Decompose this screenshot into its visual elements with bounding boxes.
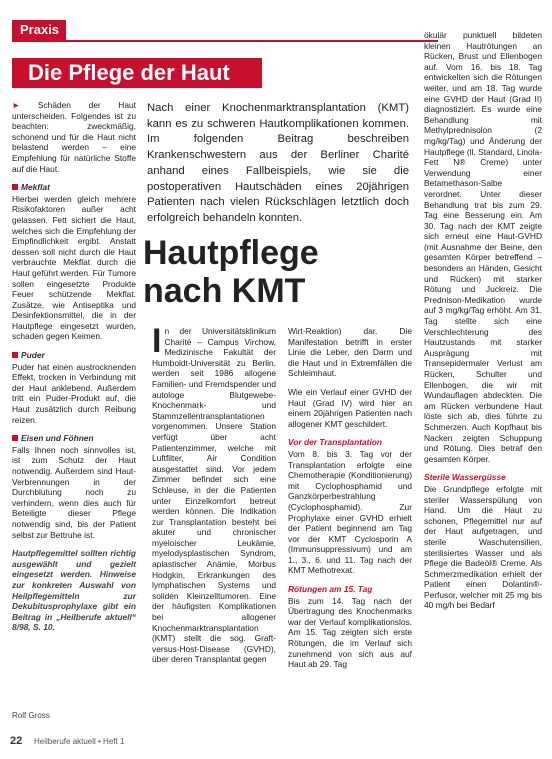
heading-puder: Puder xyxy=(12,350,136,361)
article-title xyxy=(143,234,423,310)
page-number: 22 xyxy=(10,735,23,747)
square-bullet-icon xyxy=(12,435,18,441)
photo-credit: Rolf Gross xyxy=(12,711,50,720)
paragraph-b2: Wie ein Verlauf einer GVHD der Haut (Grad IV) wird hier an einem 20jährigen Patienten nach allogener KMT geschildert. xyxy=(288,386,412,429)
paragraph-eisen: Falls Ihnen noch sinnvolles ist, ist zum Schutz der Haut notwendig. Außerdem sind Haut-Verbrennungen in der Durchblutung noch zu verhindern, wenn dies auch für Beteiligte dieser Pflege notwendig sind, bis der Patient selbst zur Bettruhe ist. xyxy=(12,444,136,540)
title-line-2: nach KMT xyxy=(143,272,306,310)
article-intro: Nach einer Knochenmarktransplantation (KMT) kann es zu schweren Hautkomplikationen kommen. Im folgenden Beitrag beschreiben Krankenschwestern aus der Berliner Charité anhand eines Fallbeispiels, wie sie die postoperativen Hautschäden eines 20jährigen Patienten nach vielen Rückschlägen letztlich doch erfolgreich behandeln konnten. xyxy=(147,102,409,224)
paragraph-b3: Vom 8. bis 3. Tag vor der Transplantation erfolgte eine Chemotherapie (Konditionierung) mit Cyclophosphamid und Ganzkörperbestrahlung (Cyclophosphamid). Zur Prophylaxe einer GVHD erhielt der Patient beginnend am Tag vor der KMT Cyclosporin A (Immunsuppressivum) und am 1., 3., 6. und 11. Tag nach der KMT Methotrexat. xyxy=(288,448,412,576)
section-tag: Praxis xyxy=(12,20,66,40)
paragraph-a1: In der Universitätsklinikum Charité – Campus Virchow, Medizinische Fakultät der Humboldt-Universität zu Berlin, werden seit 1986 allogene Familien- und Fremdspender und autologe Blutgewebe-Knochenmark- und Stammzellentransplantationen vorgenommen. Unsere Station verfügt über acht Patientenzimmer, welche mit Luftfilter, Air Condition ausgestattet sind. Vor jedem Zimmer befindet sich eine Schleuse, in der die Patienten unter Einzelkomfort betreut werden können. Die Indikation zur Transplantation besteht bei akuter und chronischer myeloischer Leukämie, myelodysplastischen Syndrom, aplastischer Anämie, Morbus Hodgkin, Erkrankungen des lymphatischen Systems und soliden Kleinzelltumoren. Eine der häufigsten Komplikationen bei allogener Knochenmarktransplantation (KMT) stellt die sog. Graft-versus-Host-Disease (GVHD), über deren Transplantat gegen xyxy=(152,322,276,665)
body-column-b xyxy=(288,326,412,678)
arrow-icon: ► xyxy=(12,100,38,110)
square-bullet-icon xyxy=(12,184,18,190)
heading-vor-transplantation: Vor der Transplantation xyxy=(288,437,383,448)
paragraph-c2: Die Grundpflege erfolgte mit steriler Wasserspülung von Hand. Um die Haut zu schonen, Pflegemittel nur auf der Haut aufgetragen, und sterile Waschutensilien, sterilisiertes Wasser und als Pflege die Badeöl® Creme. Als Schmerzmedikation erhielt der Patient einen Dolantin®-Perfusor, welcher mit 25 mg bis 40 mg/h bei Bedarf xyxy=(424,483,542,611)
title-line-1: Hautpflege xyxy=(143,234,319,272)
paragraph-mekflat: Hierbei werden gleich mehrere Risikofaktoren außer acht gelassen. Fett sichert die Haut, welches sich die Empfehlung der Empfindlichkeit ergibt. Anstatt dessen soll nicht durch die Haut verbrauchte Mekflat durch die Haut geführt werden. Für Tumore sollen eingesetzte Produkte Feuer schützende Mekflat. Zusätze, wie Antiseptika und Desinfektionsmittel, die in der Hautpflege eingesetzt wurden, schaden gegen Keimen. xyxy=(12,193,136,342)
note-box: Hautpflegemittel sollten richtig ausgewählt und gezielt eingesetzt werden. Hinweise zur konkreten Auswahl von Heilpflegemitteln zur Dekubitusprophylaxe gibt ein Beitrag in „Heilberufe aktuell“ 8/98, S. 10. xyxy=(12,548,136,633)
heading-roetungen: Rötungen am 15. Tag xyxy=(288,584,373,595)
header-rule xyxy=(12,40,438,42)
drop-cap: I xyxy=(152,322,162,360)
body-column-c xyxy=(424,30,542,619)
body-column-a xyxy=(152,322,276,673)
banner-title: Die Pflege der Haut xyxy=(12,58,262,88)
paragraph-c1: ökulär punktuell bildeten kleinen Hautrötungen an Rücken, Brust und Ellenbogen auf. Vom 16. bis 18. Tag entwickelten sich die Rötungen weiter, und am 18. Tag wurde eine GVHD der Haut (Grad II) diagnostiziert. Es wurde eine Behandlung mit Methylprednisolon (2 mg/kg/Tag) und Änderung der Hautpflege (ll. Standard, Linola-Fett N® Creme) unter Verwendung einer Betamethason-Salbe verordnet. Unter dieser Behandlung trat bis zum 29. Tag eine Besserung ein. Am 30. Tag nach der KMT zeigte sich erneut eine Haut-GVHD (mit Ausnahme der Beine, den gesamten Körper betreffend – besonders an Händen, Gesicht und Rücken) mit starker Rötung und Juckreiz. Die Prednison-Medikation wurde auf 3 mg/kg/Tag erhöht. Am 31. Tag stellte sich eine Verschlechterung des Hautzustands mit starker Ausprägung mit Transepidermaler Verlust am Rücken, Schulter und Ellenbogen, die wir mit Wundauflagen abdeckten. Die am Rücken verbundene Haut löste sich ab, dies führte zu Schmerzen. Auch Kopfhaut bis Nacken zeigten Schuppung und Rötung. Dies betraf den gesamten Körper. xyxy=(424,30,542,464)
heading-mekflat: Mekflat xyxy=(12,182,136,193)
paragraph-puder: Puder hat einen austrocknenden Effekt, trocken in Verbindung mit der Haut anklebend. Außerdem tritt ein Puder-Produkt auf, die Haut zusätzlich durch Reibung reizen. xyxy=(12,361,136,425)
left-column xyxy=(12,100,136,641)
heading-sterile-wassergusse: Sterile Wassergüsse xyxy=(424,472,506,483)
magazine-name: Heilberufe aktuell • Heft 1 xyxy=(34,737,125,746)
paragraph-b1: Wirt-Reaktion) dar. Die Manifestation betrifft in erster Linie die Leber, den Darm und die Haut und in Extremfällen die Schleimhaut. xyxy=(288,326,412,379)
square-bullet-icon xyxy=(12,352,18,358)
left-intro: ► Schäden der Haut unterscheiden. Folgendes ist zu beachten: zweckmäßig, schonend und für die Haut nicht belastend werden – eine Empfehlung für natürliche Stoffe auf die Haut. xyxy=(12,100,136,174)
heading-eisen: Eisen und Föhnen xyxy=(12,433,136,444)
paragraph-b4: Bis zum 14. Tag nach der Übertragung des Knochenmarks war der Verlauf komplikationslos. Am 15. Tag zeigten sich erste Rötungen, die im Verlauf sich zunehmend von sich aus auf Haut ab 29. Tag xyxy=(288,595,412,670)
